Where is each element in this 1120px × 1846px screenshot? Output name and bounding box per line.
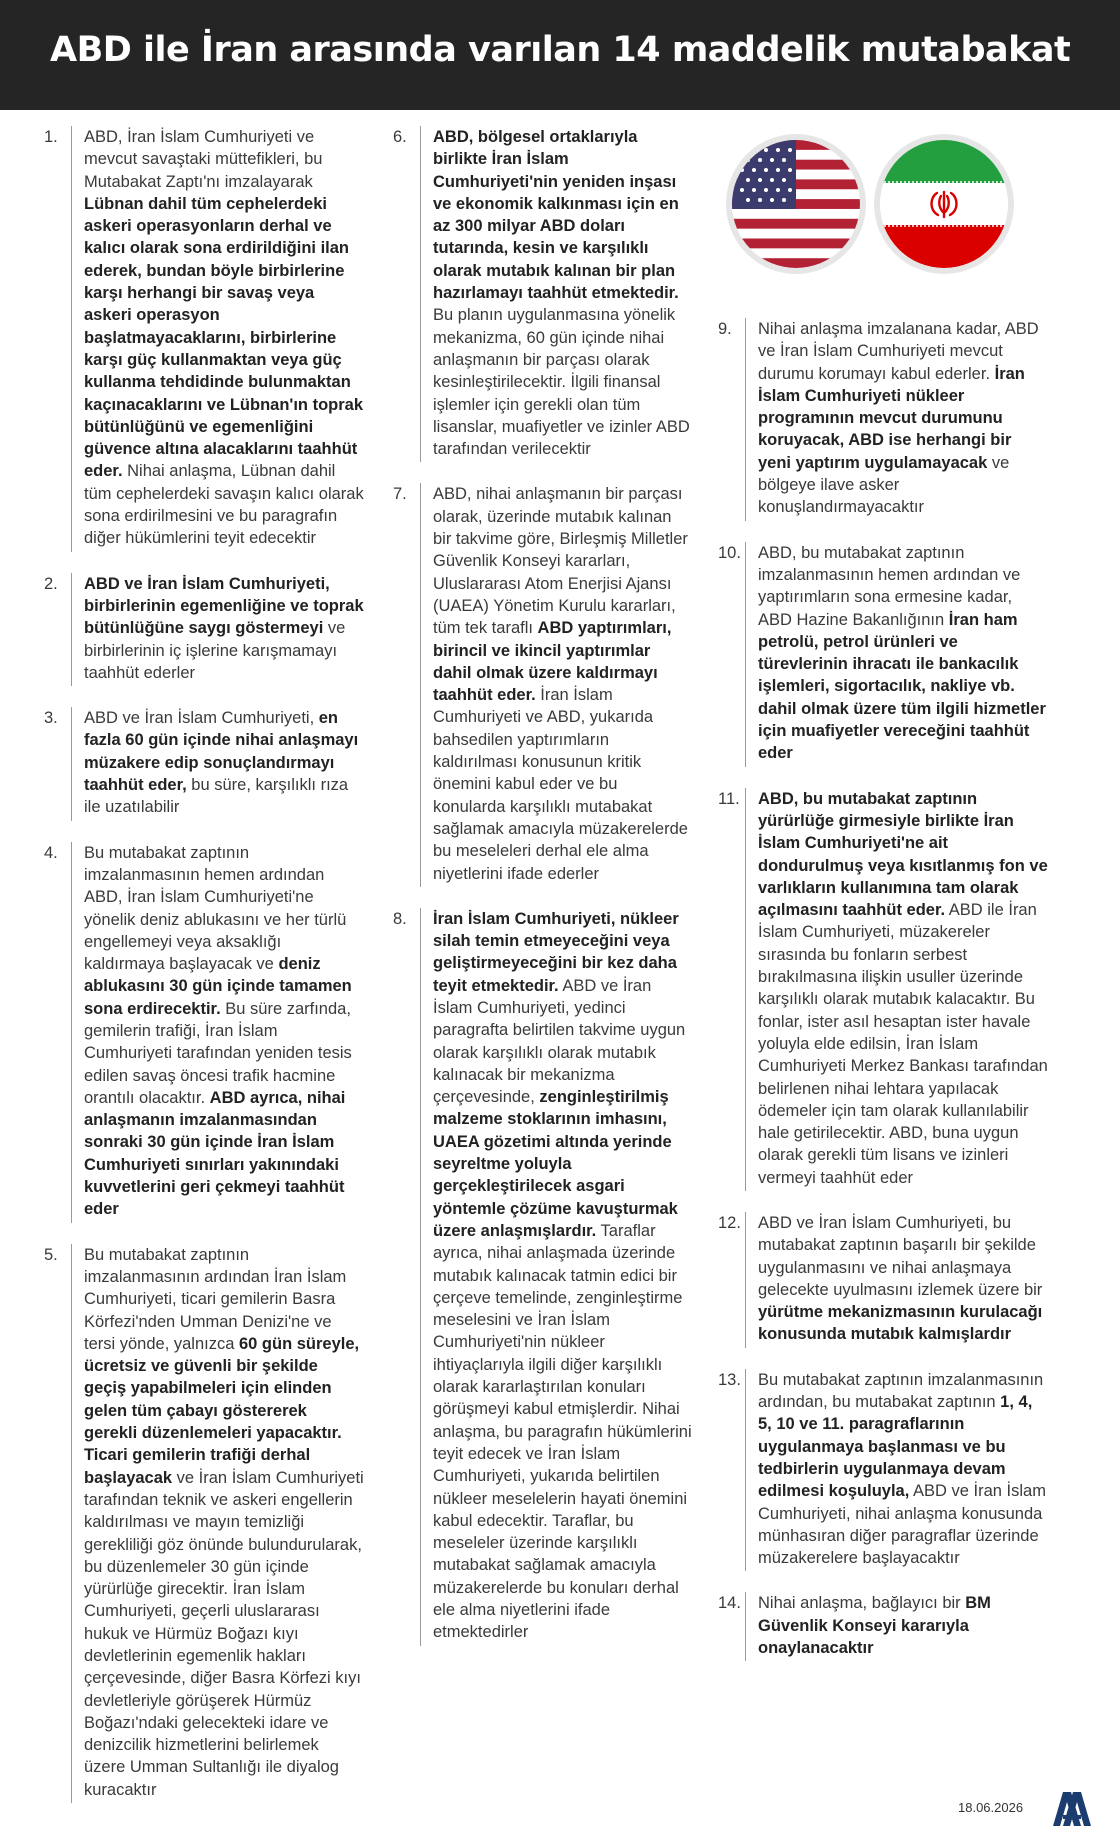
item-number: 9. xyxy=(718,320,732,338)
bold-text: deniz ablukasını 30 gün içinde tamamen sona erdirecektir. xyxy=(84,955,352,1018)
text: ABD ile İran İslam Cumhuriyeti, müzakereler sırasında bu fonların serbest bırakılmasına ilişkin usuller üzerinde karşılıklı olarak mutabık kalacaktır. Bu fonlar, ister asıl hesaptan ister havale yoluyla elde edilsin, İran İslam Cumhuriyeti Merkez Bankası tarafından belirlenen nihai lehtara yapılacak ödemeler için tam olarak kullanılabilir hale getirilecektir. ABD, buna uygun olarak gerekli tüm lisans ve izinleri vermeyi taahhüt eder xyxy=(758,901,1048,1187)
list-item xyxy=(718,542,1048,767)
item-text xyxy=(71,1244,364,1803)
column-3 xyxy=(718,318,1048,1682)
item-text xyxy=(745,788,1048,1191)
list-item xyxy=(44,1244,364,1803)
list-item xyxy=(44,573,364,686)
bold-text: yürütme mekanizmasının kurulacağı konusunda mutabık kalmışlardır xyxy=(758,1303,1043,1344)
text: ABD ve İran İslam Cumhuriyeti, bu mutabakat zaptının başarılı bir şekilde uygulanmasını ve nihai anlaşmaya gelecekte uyulmasını izlemek üzere bir xyxy=(758,1213,1043,1299)
flags xyxy=(728,140,1028,270)
usa-flag-icon xyxy=(732,140,860,268)
item-text xyxy=(420,908,693,1646)
bold-text: en fazla 60 gün içinde nihai anlaşmayı müzakere edip sonuçlandırmayı taahhüt eder, xyxy=(84,709,359,795)
bold-text: 60 gün süreyle, ücretsiz ve güvenli bir şekilde geçiş yapabilmeleri için elinden gelen tüm çabayı göstererek gerekli düzenlemeleri yapacaktır. Ticari gemilerin trafiği derhal başlayacak xyxy=(84,1334,360,1487)
bold-text: Lübnan dahil tüm cephelerdeki askeri operasyonların derhal ve kalıcı olarak sona erdirildiğini ilan ederek, bundan böyle birbirlerine karşı herhangi bir savaş veya askeri operasyon başlatmayacaklarını, birbirlerine karşı güç kullanmaktan veya güç kullanma tehdidinde bulunmaktan kaçınacaklarını ve Lübnan'ın toprak bütünlüğünü ve egemenliğini güvence altına alacaklarını taahhüt eder. xyxy=(84,194,364,481)
text: ABD, nihai anlaşmanın bir parçası olarak, üzerinde mutabık kalınan bir takvime göre, Birleşmiş Milletler Güvenlik Konseyi kararları, Uluslararası Atom Enerjisi Ajansı (UAEA) Yönetim Kurulu kararları, tüm tek taraflı xyxy=(433,485,688,638)
text: Taraflar ayrıca, nihai anlaşmada üzerinde mutabık kalınacak tatmin edici bir çerçeve temelinde, zenginleştirme meselesini ve İran İslam Cumhuriyeti'nin nükleer ihtiyaçlarıyla ilgili diğer karşılıklı olarak kararlaştırılan konuları görüşmeyi kabul etmişlerdir. Nihai anlaşma, bu paragrafın hükümlerini teyit edecek ve İran İslam Cumhuriyeti, yukarıda belirtilen nükleer meselelerin hayati önemini kabul edecektir. Taraflar, bu meseleler üzerinde karşılıklı mutabakat sağlamak amacıyla müzakerelerde bu konuları derhal ele alma niyetlerini ifade etmektedirler xyxy=(433,1221,692,1642)
list-item xyxy=(718,788,1048,1191)
item-number: 13. xyxy=(718,1370,741,1389)
item-number: 6. xyxy=(393,128,407,146)
iran-flag-icon xyxy=(880,140,1008,268)
bold-text: ABD, bölgesel ortaklarıyla birlikte İran İslam Cumhuriyeti'nin yeniden inşası ve ekonomik kalkınması için en az 300 milyar ABD doları tutarında, kesin ve karşılıklı olarak mutabık kalınan bir plan hazırlamayı taahhüt etmektedir. xyxy=(433,128,679,303)
column-2 xyxy=(393,126,693,1667)
list-item xyxy=(393,126,693,462)
item-text xyxy=(71,573,364,686)
column-1 xyxy=(44,126,364,1824)
item-number: 3. xyxy=(44,709,58,728)
page-title: ABD ile İran arasında varılan 14 maddelik mutabakat xyxy=(50,30,1071,70)
item-number: 7. xyxy=(393,485,407,504)
list-item xyxy=(44,707,364,820)
list-item xyxy=(393,483,693,886)
text: ABD ve İran İslam Cumhuriyeti, xyxy=(84,709,319,728)
text: ve birbirlerinin iç işlerine karışmamayı taahhüt ederler xyxy=(84,619,346,682)
list-item xyxy=(44,126,364,552)
bold-text: İran İslam Cumhuriyeti, nükleer silah temin etmeyeceğini veya geliştirmeyeceğini bir kez daha teyit etmektedir. xyxy=(433,909,679,995)
text: ABD ve İran İslam Cumhuriyeti, yedinci paragrafta belirtilen takvime uygun olarak karşılıklı olarak mutabık kalınacak bir mekanizma çerçevesinde, xyxy=(433,976,686,1107)
item-number: 12. xyxy=(718,1213,741,1232)
item-text xyxy=(745,1212,1048,1348)
item-number: 1. xyxy=(44,128,58,146)
text: Nihai anlaşma imzalanana kadar, ABD ve İran İslam Cumhuriyeti mevcut durumu korumayı kabul ederler. xyxy=(758,320,1039,383)
item-number: 2. xyxy=(44,574,58,593)
text: Nihai anlaşma, Lübnan dahil tüm cephelerdeki savaşın kalıcı olarak sona erdirilmesini ve bu paragrafın diğer hükümlerini teyit edecektir xyxy=(84,462,364,548)
text: Bu mutabakat zaptının imzalanmasının ardından, bu mutabakat zaptının xyxy=(758,1370,1044,1412)
text: İran İslam Cumhuriyeti ve ABD, yukarıda bahsedilen yaptırımların kaldırılması konusunun kritik önemini kabul eder ve bu konularda karşılıklı mutabakat sağlamak amacıyla müzakerelerde bu meseleleri derhal ele alma niyetlerini ifade ederler xyxy=(433,686,688,883)
bold-text: ABD, bu mutabakat zaptının yürürlüğe girmesiyle birlikte İran İslam Cumhuriyeti'ne ait dondurulmuş veya kısıtlanmış fon ve varlıkların kullanımına tam olarak açılmasını taahhüt eder. xyxy=(758,789,1048,920)
text: ABD, bu mutabakat zaptının imzalanmasının hemen ardından ve yaptırımların sona ermesine kadar, ABD Hazine Bakanlığının xyxy=(758,543,1021,629)
bold-text: BM Güvenlik Konseyi kararıyla onaylanacaktır xyxy=(758,1594,991,1658)
item-text xyxy=(420,483,693,886)
item-text xyxy=(71,842,364,1223)
item-number: 14. xyxy=(718,1594,741,1613)
bold-text: ABD ve İran İslam Cumhuriyeti, birbirlerinin egemenliğine ve toprak bütünlüğüne saygı göstermeyi xyxy=(84,574,364,638)
text: ve bölgeye ilave asker konuşlandırmayacaktır xyxy=(758,453,1010,517)
item-number: 4. xyxy=(44,843,58,862)
publish-date: 18.06.2026 xyxy=(958,1800,1024,1815)
bold-text: zenginleştirilmiş malzeme stoklarının imhasını, UAEA gözetimi altında yerinde seyreltme yoluyla gerçekleştirilecek asgari yöntemle çözüme kavuşturmak üzere anlaşmışlardır. xyxy=(433,1088,678,1240)
text: Nihai anlaşma, bağlayıcı bir xyxy=(758,1594,966,1613)
text: Bu mutabakat zaptının imzalanmasının ardından İran İslam Cumhuriyeti, ticari gemilerin Basra Körfezi'nden Umman Denizi'ne ve tersi yönde, yalnızca xyxy=(84,1245,347,1353)
list-item xyxy=(718,318,1048,521)
text: Bu planın uygulanmasına yönelik mekanizma, 60 gün içinde nihai anlaşmanın bir parçası olarak kesinleştirilecektir. İlgili finansal işlemler için gerekli olan tüm lisanslar, muafiyetler ve izinler ABD tarafından verilecektir xyxy=(433,306,690,459)
text: ve İran İslam Cumhuriyeti tarafından teknik ve askeri engellerin kaldırılması ve mayın temizliği gerekliliği göz önünde bulundurularak, bu düzenlemeler 30 gün içinde yürürlüğe girecektir. İran İslam Cumhuriyeti, geçerli uluslararası hukuk ve Hürmüz Boğazı kıyı devletlerinin egemenlik hakları çerçevesinde, diğer Basra Körfezi kıyı devletleriyle görüşerek Hürmüz Boğazı'ndaki gelecekteki idare ve denizcilik hizmetlerini belirlemek üzere Umman Sultanlığı ile diyalog kuracaktır xyxy=(84,1468,364,1799)
item-number: 11. xyxy=(718,789,740,808)
item-number: 5. xyxy=(44,1245,58,1264)
item-text xyxy=(745,318,1048,521)
item-text xyxy=(420,126,693,462)
bold-text: İran ham petrolü, petrol ürünleri ve türevlerinin ihracatı ile bankacılık işlemleri, sigortacılık, nakliye vb. dahil olmak üzere tüm ilgili hizmetler için muafiyetler vereceğini taahhüt eder xyxy=(758,610,1046,763)
list-item xyxy=(718,1369,1048,1572)
list-item xyxy=(44,842,364,1223)
bold-text: İran İslam Cumhuriyeti nükleer programının mevcut durumunu koruyacak, ABD ise herhangi bir yeni yaptırım uygulamayacak xyxy=(758,364,1025,472)
aa-logo-icon xyxy=(1050,1788,1092,1828)
item-number: 10. xyxy=(718,543,741,562)
text: bu süre, karşılıklı rıza ile uzatılabilir xyxy=(84,776,349,817)
item-number: 8. xyxy=(393,909,407,928)
item-text xyxy=(745,1369,1048,1572)
text: Bu mutabakat zaptının imzalanmasının hemen ardından ABD, İran İslam Cumhuriyeti'ne yönelik deniz ablukasını ve her türlü engellemeyi veya aksaklığı kaldırmaya başlayacak ve xyxy=(84,843,347,974)
item-text xyxy=(745,542,1048,767)
text: ABD, İran İslam Cumhuriyeti ve mevcut savaştaki müttefikleri, bu Mutabakat Zaptı'nı imzalayarak xyxy=(84,128,323,191)
list-item xyxy=(718,1592,1048,1661)
bold-text: ABD yaptırımları, birincil ve ikincil yaptırımlar dahil olmak üzere kaldırmayı taahhüt eder. xyxy=(433,619,672,705)
header-bar xyxy=(0,0,1120,110)
list-item xyxy=(718,1212,1048,1348)
text: Bu süre zarfında, gemilerin trafiği, İran İslam Cumhuriyeti tarafından yeniden tesis edilen savaş öncesi trafik hacmine orantılı olacaktır. xyxy=(84,999,352,1107)
text: ABD ve İran İslam Cumhuriyeti, nihai anlaşma konusunda münhasıran diğer paragraflar üzerinde müzakerelere başlayacaktır xyxy=(758,1482,1046,1568)
list-item xyxy=(393,908,693,1646)
bold-text: 1, 4, 5, 10 ve 11. paragraflarının uygulanmaya başlanması ve bu tedbirlerin uygulanmaya devam edilmesi koşuluyla, xyxy=(758,1393,1033,1501)
bold-text: ABD ayrıca, nihai anlaşmanın imzalanmasından sonraki 30 gün içinde İran İslam Cumhuriyeti sınırları yakınındaki kuvvetlerini geri çekmeyi taahhüt eder xyxy=(84,1088,346,1219)
item-text xyxy=(745,1592,1048,1661)
item-text xyxy=(71,707,364,820)
item-text xyxy=(71,126,364,552)
